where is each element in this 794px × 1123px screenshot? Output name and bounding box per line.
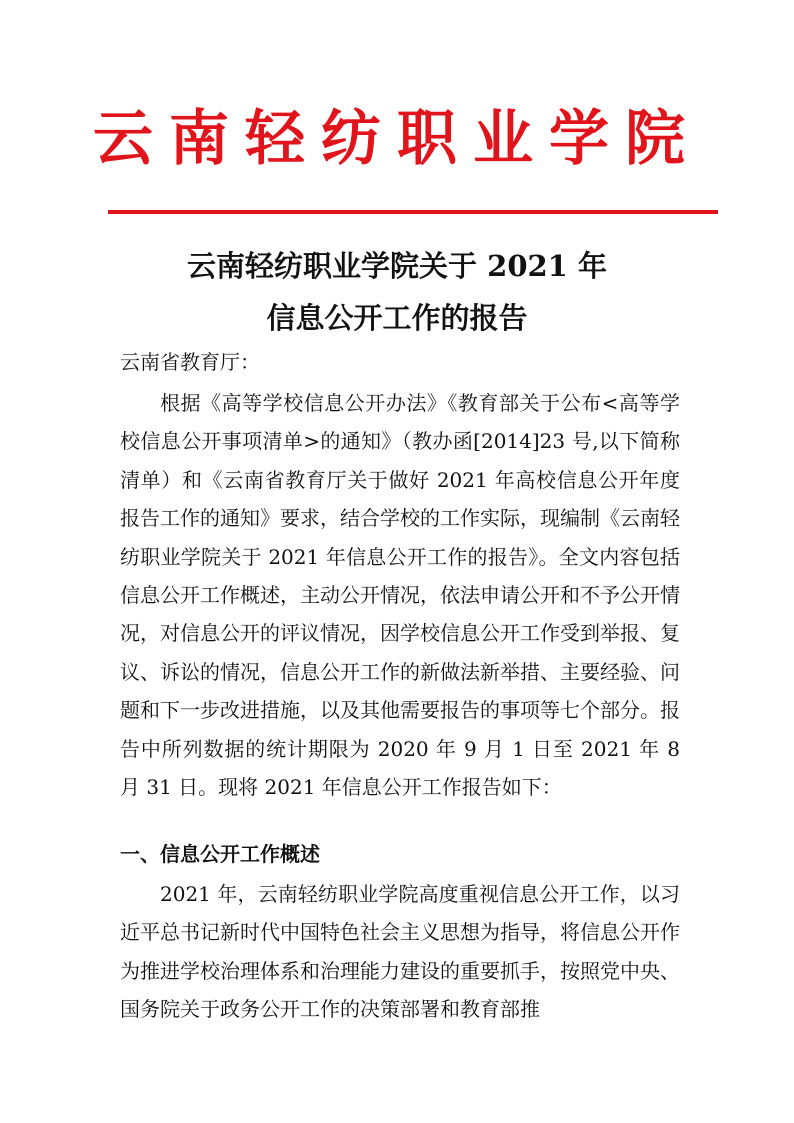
salutation: 云南省教育厅：	[120, 350, 260, 374]
body-paragraph-2: 2021 年，云南轻纺职业学院高度重视信息公开工作，以习近平总书记新时代中国特色社会主义思想为指导，将信息公开作为推进学校治理体系和治理能力建设的重要抓手，按照党中央、国务院关于政务公开工作的决策部署和教育部推	[120, 882, 680, 1022]
document-title-line-1: 云南轻纺职业学院关于 2021 年	[187, 249, 607, 283]
masthead-org-name: 云南轻纺职业学院	[93, 104, 701, 174]
body-paragraph-1: 根据《高等学校信息公开办法》《教育部关于公布<高等学校信息公开事项清单>的通知》（教办函[2014]23 号,以下简称清单）和《云南省教育厅关于做好 2021 年高校信息公开年度报告工作的通知》要求，结合学校的工作实际，现编制《云南轻纺职业学院关于 2021 年信息公开工作的报告》。全文内容包括信息公开工作概述，主动公开情况，依法申请公开和不予公开情况，对信息公开的评议情况，因学校信息公开工作受到举报、复议、诉讼的情况，信息公开工作的新做法新举措、主要经验、问题和下一步改进措施，以及其他需要报告的事项等七个部分。报告中所列数据的统计期限为 2020 年 9 月 1 日至 2021 年 8 月 31 日。现将 2021 年信息公开工作报告如下：	[120, 391, 680, 800]
masthead-red-rule	[108, 210, 718, 214]
section-heading-1: 一、信息公开工作概述	[120, 842, 320, 866]
document-title-line-2: 信息公开工作的报告	[266, 301, 528, 335]
